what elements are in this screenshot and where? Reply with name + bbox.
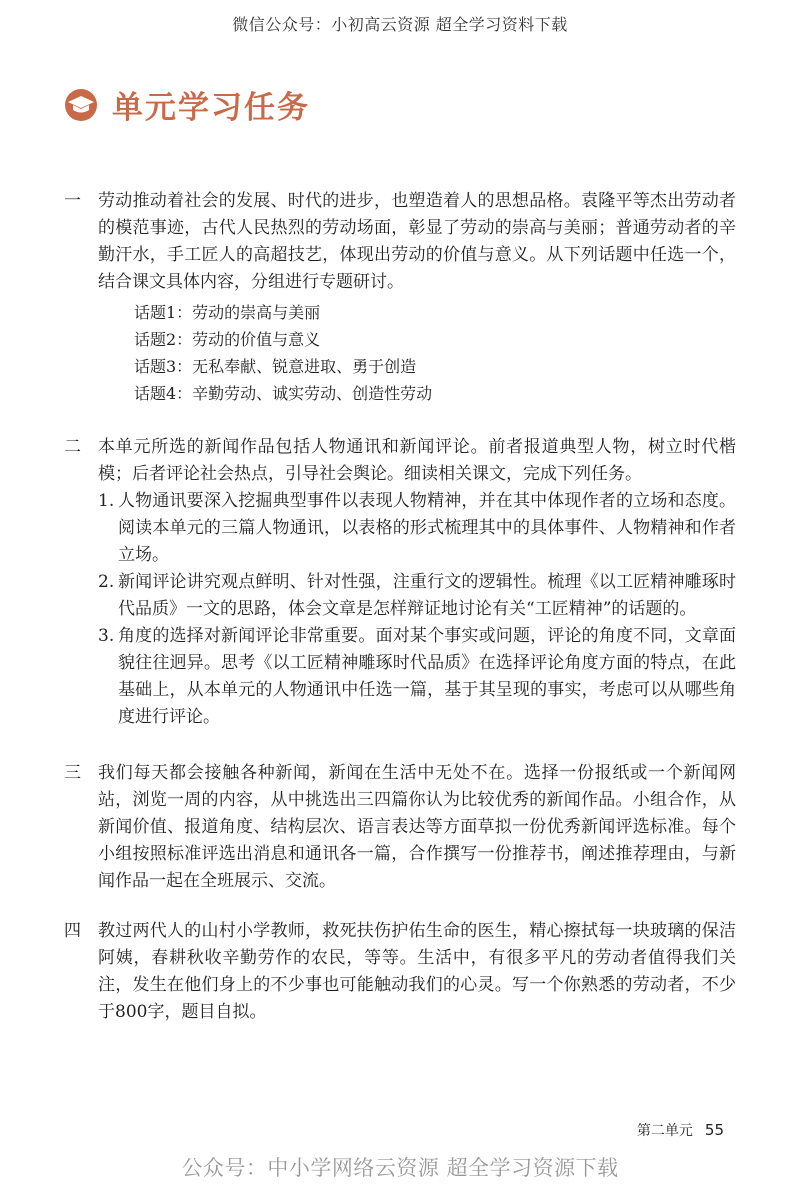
watermark-top: 微信公众号：小初高云资源 超全学习资料下载 — [232, 15, 568, 34]
section-number: 二 — [64, 437, 81, 457]
topic-item: 话题1：劳动的崇高与美丽 — [134, 303, 321, 322]
task-number: 2. — [98, 572, 115, 592]
task-item — [98, 488, 736, 569]
task-item — [98, 569, 736, 623]
graduation-cap-icon — [64, 88, 98, 122]
topic-item: 话题4：辛勤劳动、诚实劳动、创造性劳动 — [134, 384, 433, 403]
page-number: 55 — [704, 1121, 724, 1139]
section-text: 我们每天都会接触各种新闻，新闻在生活中无处不在。选择一份报纸或一个新闻网站，浏览一周的内容，从中挑选出三四篇你认为比较优秀的新闻作品。小组合作，从新闻价值、报道角度、结构层次、语言表达等方面草拟一份优秀新闻评选标准。每个小组按照标准评选出消息和通讯各一篇，合作撰写一份推荐书，阐述推荐理由，与新闻作品一起在全班展示、交流。 — [98, 763, 736, 891]
task-list — [98, 488, 736, 731]
section-number: 一 — [64, 191, 81, 211]
topic-item: 话题3：无私奉献、锐意进取、勇于创造 — [134, 357, 417, 376]
page-footer — [637, 1120, 724, 1140]
section-text: 劳动推动着社会的发展、时代的进步，也塑造着人的思想品格。袁隆平等杰出劳动者的模范事迹，古代人民热烈的劳动场面，彰显了劳动的崇高与美丽；普通劳动者的辛勤汗水，手工匠人的高超技艺，体现出劳动的价值与意义。从下列话题中任选一个，结合课文具体内容，分组进行专题研讨。 — [98, 191, 736, 292]
topic-item: 话题2：劳动的价值与意义 — [134, 330, 321, 349]
watermark-bottom: 公众号：中小学网络云资源 超全学习资源下载 — [181, 1156, 619, 1180]
unit-label: 第二单元 — [636, 1123, 693, 1139]
title-block — [64, 82, 310, 127]
section-3 — [64, 760, 736, 895]
task-text: 角度的选择对新闻评论非常重要。面对某个事实或问题，评论的角度不同，文章面貌往往迥异。思考《以工匠精神雕琢时代品质》在选择评论角度方面的特点，在此基础上，从本单元的人物通讯中任选一篇，基于其呈现的事实，考虑可以从哪些角度进行评论。 — [118, 626, 736, 727]
section-1 — [64, 188, 736, 407]
task-text: 新闻评论讲究观点鲜明、针对性强，注重行文的逻辑性。梳理《以工匠精神雕琢时代品质》一文的思路，体会文章是怎样辩证地讨论有关“工匠精神”的话题的。 — [118, 572, 736, 619]
task-number: 3. — [98, 626, 115, 646]
section-number: 四 — [64, 921, 81, 941]
section-text: 本单元所选的新闻作品包括人物通讯和新闻评论。前者报道典型人物，树立时代楷模；后者评论社会热点，引导社会舆论。细读相关课文，完成下列任务。 — [98, 437, 736, 484]
page-title: 单元学习任务 — [112, 90, 310, 126]
section-2 — [64, 434, 736, 731]
task-text: 人物通讯要深入挖掘典型事件以表现人物精神，并在其中体现作者的立场和态度。阅读本单元的三篇人物通讯，以表格的形式梳理其中的具体事件、人物精神和作者立场。 — [118, 491, 736, 565]
task-item — [98, 623, 736, 731]
section-text: 教过两代人的山村小学教师，救死扶伤护佑生命的医生，精心擦拭每一块玻璃的保洁阿姨，春耕秋收辛勤劳作的农民，等等。生活中，有很多平凡的劳动者值得我们关注，发生在他们身上的不少事也可能触动我们的心灵。写一个你熟悉的劳动者，不少于800字，题目自拟。 — [98, 921, 736, 1022]
topic-list — [134, 299, 736, 407]
section-4 — [64, 918, 736, 1026]
task-number: 1. — [98, 491, 115, 511]
section-number: 三 — [64, 763, 81, 783]
